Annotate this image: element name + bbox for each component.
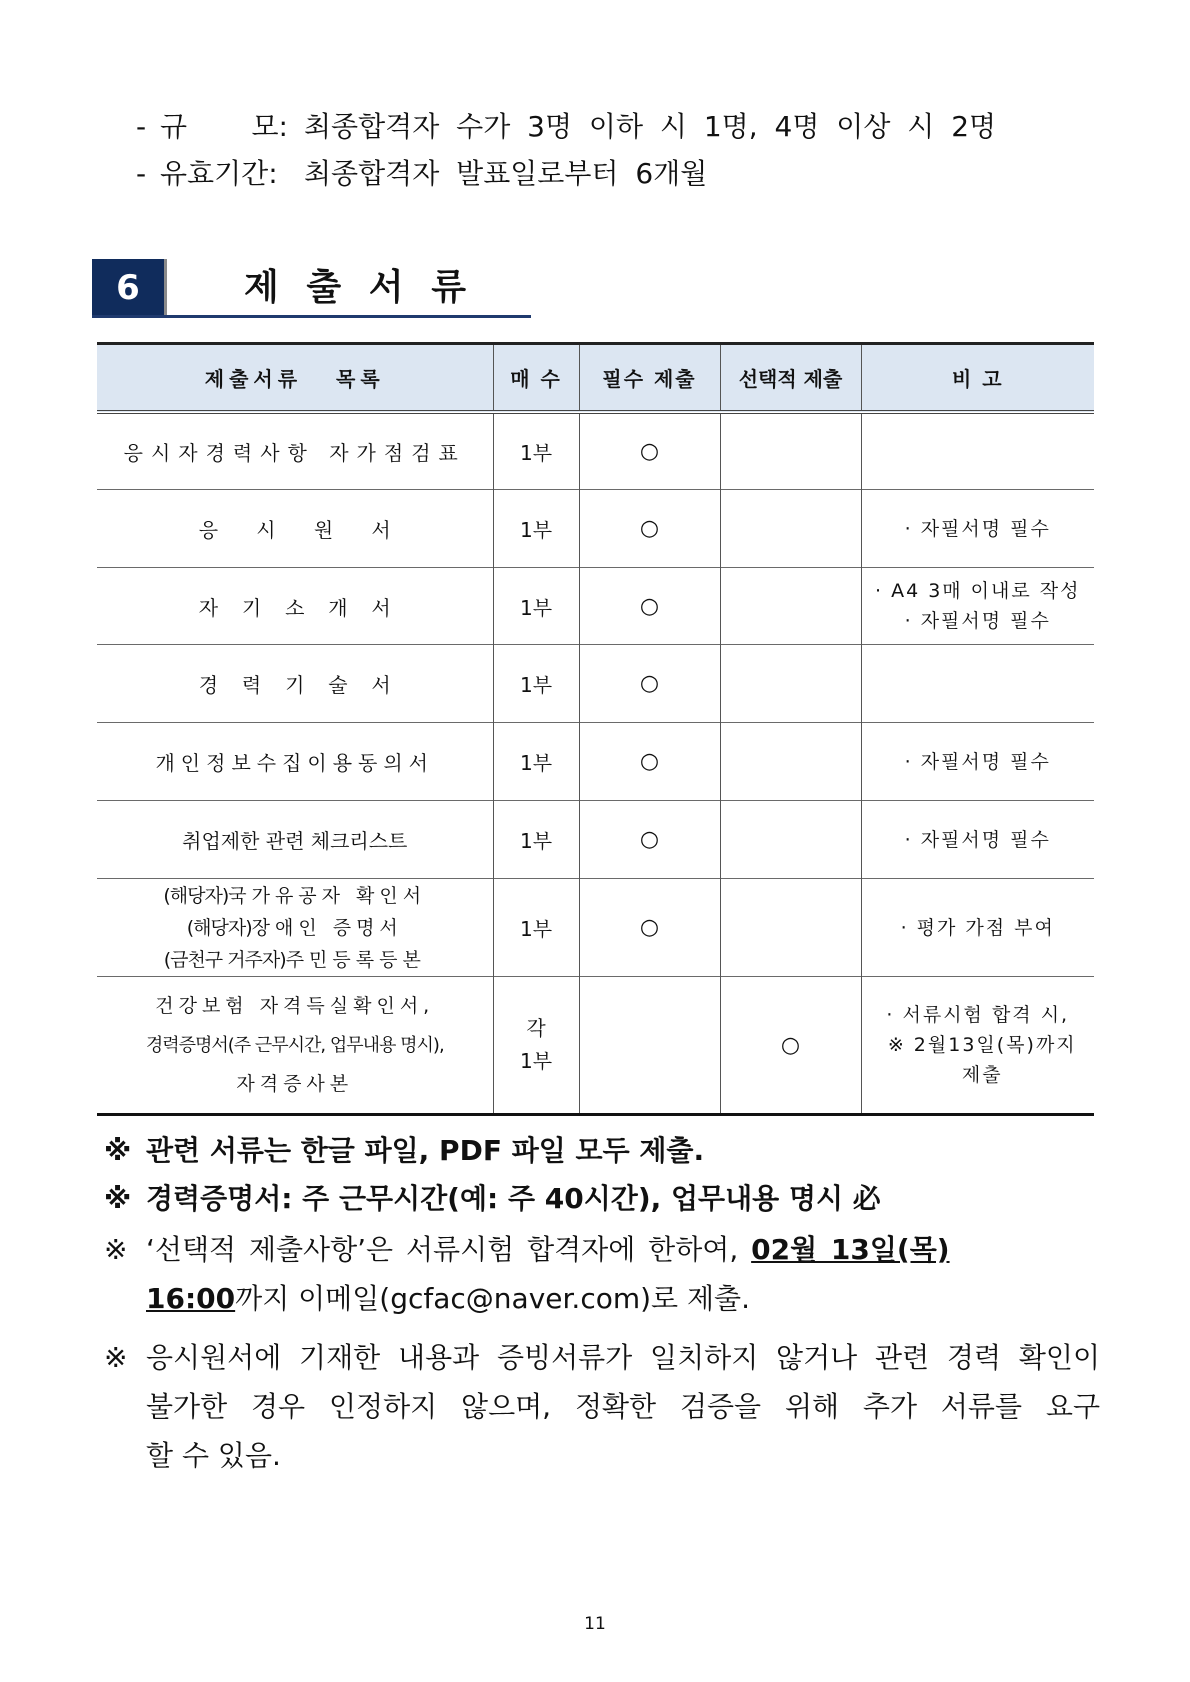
remark-line: · 서류시험 합격 시,	[886, 1004, 1070, 1026]
intro-item-validity	[136, 150, 996, 197]
document-name: 취업제한 관련 체크리스트	[182, 829, 408, 853]
page-number: 11	[584, 1614, 606, 1634]
documents-table	[97, 342, 1094, 1116]
document-name-cell	[97, 879, 493, 977]
required-mark: ○	[579, 412, 720, 490]
remark-line: 제출	[961, 1064, 1003, 1086]
table-row	[97, 977, 1094, 1115]
document-name: 응시자경력사항 자가점검표	[123, 440, 466, 465]
optional-cell	[720, 412, 861, 490]
required-mark: ○	[579, 645, 720, 723]
document-name: 국가유공자 확인서	[228, 884, 427, 907]
note-text: 경력증명서: 주 근무시간(예: 주 40시간), 업무내용 명시 必	[146, 1182, 881, 1215]
remarks-cell	[861, 412, 1094, 490]
remarks-cell	[861, 879, 1094, 977]
reference-mark: ※	[104, 1341, 128, 1374]
remark-line: · A4 3매 이내로 작성	[875, 580, 1081, 602]
intro-item-scale	[136, 103, 996, 150]
remarks-cell	[861, 645, 1094, 723]
table-row	[97, 801, 1094, 879]
section-title: 제 출 서 류	[244, 267, 466, 308]
document-name: 개인정보수집이용동의서	[155, 751, 435, 775]
optional-cell	[720, 568, 861, 645]
count-cell	[493, 977, 579, 1115]
document-name: 주민등록등본	[285, 948, 426, 971]
intro-item-text: 최종합격자 발표일로부터 6개월	[304, 157, 708, 190]
table-row	[97, 412, 1094, 490]
document-name: 자 기 소 개 서	[198, 595, 391, 620]
section-number: 6	[116, 267, 140, 308]
header-label: 매 수	[510, 366, 562, 391]
document-name-cell	[97, 645, 493, 723]
header-label: 필수 제출	[602, 366, 697, 391]
deadline-time: 16:00	[146, 1282, 236, 1315]
section-number-badge	[92, 259, 164, 316]
optional-cell	[720, 879, 861, 977]
count-cell: 1부	[493, 568, 579, 645]
table-row	[97, 645, 1094, 723]
header-document-list	[97, 344, 493, 412]
deadline-date: 02월 13일(목)	[751, 1233, 950, 1266]
required-mark: ○	[579, 490, 720, 568]
count-cell: 1부	[493, 879, 579, 977]
remark-line: · 자필서명 필수	[904, 610, 1051, 632]
note-text: ‘선택적 제출사항’은 서류시험 합격자에 한하여,	[146, 1233, 739, 1266]
note-career-certificate	[104, 1174, 1100, 1223]
optional-cell	[720, 645, 861, 723]
document-name-line: 자격증사본	[236, 1072, 354, 1095]
document-name-line: 경력증명서(주 근무시간, 업무내용 명시),	[145, 1034, 444, 1056]
table-header-row	[97, 344, 1094, 412]
table-row	[97, 723, 1094, 801]
remark-line: · 자필서명 필수	[904, 828, 1051, 851]
note-verification	[104, 1333, 1100, 1480]
document-name: 응 시 원 서	[198, 518, 391, 542]
count-cell: 1부	[493, 723, 579, 801]
remarks-cell	[861, 490, 1094, 568]
document-name-cell	[97, 723, 493, 801]
optional-mark: ○	[720, 977, 861, 1115]
note-line	[146, 1225, 1100, 1274]
header-required	[579, 344, 720, 412]
intro-item-label: 규 모:	[160, 110, 288, 143]
document-name-cell	[97, 801, 493, 879]
header-label: 비 고	[951, 366, 1004, 391]
remarks-cell	[861, 977, 1094, 1115]
table-row	[97, 568, 1094, 645]
document-name-prefix: (금천구 거주자)	[163, 948, 286, 971]
note-line	[146, 1274, 1100, 1323]
remark-line: · 평가 가점 부여	[900, 916, 1055, 939]
document-name: 경 력 기 술 서	[198, 673, 391, 697]
table-row	[97, 879, 1094, 977]
document-name-line	[97, 944, 493, 976]
required-mark: ○	[579, 568, 720, 645]
document-name-line: 건강보험 자격득실확인서,	[155, 994, 435, 1017]
document-name-line	[97, 880, 493, 912]
note-optional-submission	[104, 1225, 1100, 1323]
remarks-cell	[861, 568, 1094, 645]
note-text: 관련 서류는 한글 파일, PDF 파일 모두 제출.	[146, 1134, 705, 1167]
count-line: 1부	[519, 1049, 553, 1073]
note-file-formats	[104, 1126, 1100, 1175]
remark-line: · 자필서명 필수	[904, 750, 1051, 773]
note-line: 할 수 있음.	[146, 1439, 281, 1472]
table-row	[97, 490, 1094, 568]
note-line: 응시원서에 기재한 내용과 증빙서류가 일치하지 않거나 관련 경력 확인이	[146, 1341, 1100, 1374]
count-cell: 1부	[493, 645, 579, 723]
intro-list	[136, 103, 996, 197]
reference-mark: ※	[104, 1134, 132, 1167]
header-label: 제출서류 목록	[204, 366, 385, 391]
document-name-prefix: (해당자)	[163, 884, 229, 907]
bullet: -	[136, 110, 147, 143]
document-name-line	[97, 912, 493, 944]
header-remarks	[861, 344, 1094, 412]
count-cell: 1부	[493, 801, 579, 879]
required-mark: ○	[579, 801, 720, 879]
required-cell	[579, 977, 720, 1115]
optional-cell	[720, 490, 861, 568]
remark-line: ※ 2월13일(목)까지	[887, 1034, 1077, 1056]
note-line: 불가한 경우 인정하지 않으며, 정확한 검증을 위해 추가 서류를 요구	[146, 1390, 1100, 1423]
count-cell: 1부	[493, 412, 579, 490]
intro-item-text: 최종합격자 수가 3명 이하 시 1명, 4명 이상 시 2명	[304, 110, 997, 143]
note-text: 까지 이메일(gcfac@naver.com)로 제출.	[235, 1282, 750, 1315]
header-optional	[720, 344, 861, 412]
document-name-cell	[97, 568, 493, 645]
required-mark: ○	[579, 879, 720, 977]
optional-cell	[720, 801, 861, 879]
section-underline	[92, 315, 531, 318]
remark-line: · 자필서명 필수	[904, 517, 1051, 540]
intro-item-label: 유효기간:	[160, 157, 278, 190]
remarks-cell	[861, 801, 1094, 879]
document-name-cell	[97, 412, 493, 490]
count-cell: 1부	[493, 490, 579, 568]
document-name-prefix: (해당자)	[186, 916, 252, 939]
bullet: -	[136, 157, 147, 190]
reference-mark: ※	[104, 1182, 132, 1215]
header-label: 선택적 제출	[738, 366, 843, 391]
document-name: 장애인 증명서	[251, 916, 403, 939]
count-line: 각	[526, 1016, 546, 1040]
required-mark: ○	[579, 723, 720, 801]
document-name-cell	[97, 977, 493, 1115]
reference-mark: ※	[104, 1233, 128, 1266]
document-name-cell	[97, 490, 493, 568]
remarks-cell	[861, 723, 1094, 801]
header-count	[493, 344, 579, 412]
optional-cell	[720, 723, 861, 801]
